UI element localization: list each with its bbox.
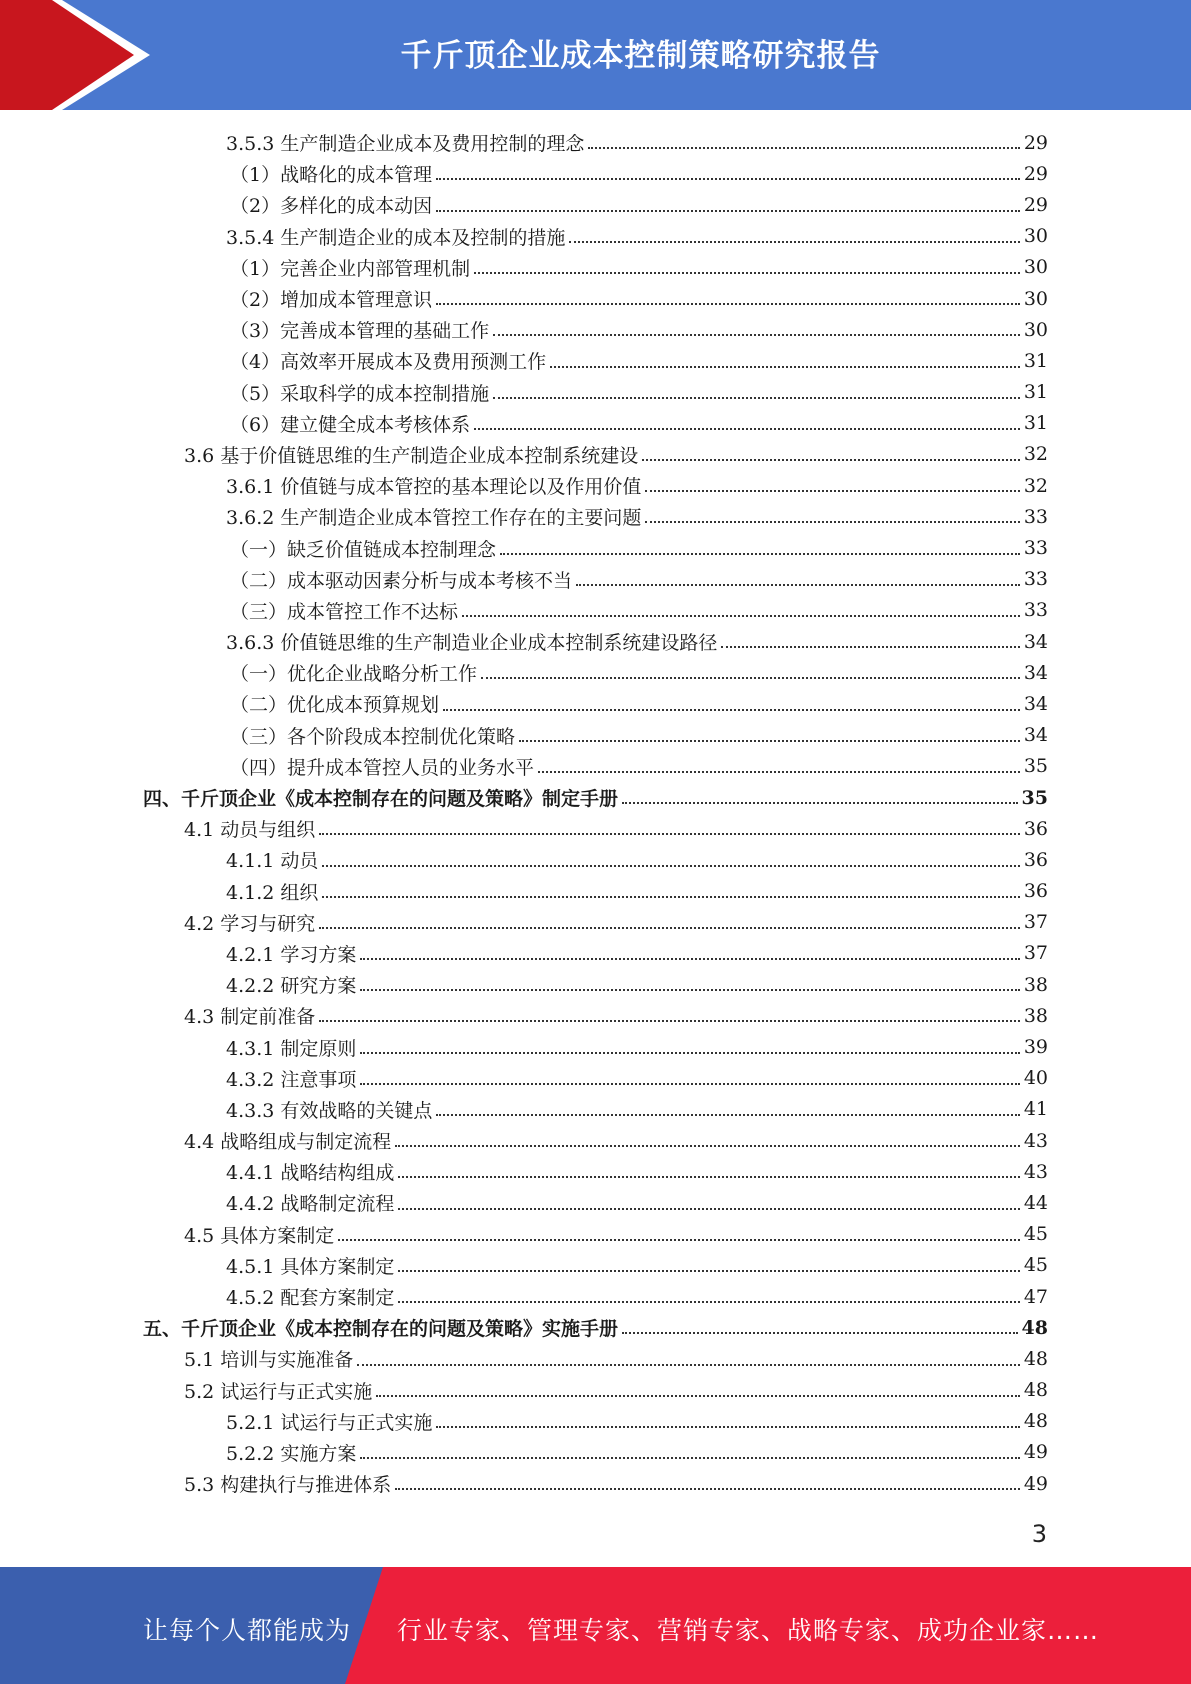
- toc-entry-label: 五、千斤顶企业《成本控制存在的问题及策略》实施手册: [143, 1314, 620, 1341]
- toc-entry-label: 5.2.1 试运行与正式实施: [226, 1408, 434, 1435]
- toc-dot-leader: [322, 896, 1019, 898]
- toc-entry-label: 3.5.4 生产制造企业的成本及控制的措施: [226, 223, 567, 250]
- toc-entry-label: 5.2 试运行与正式实施: [184, 1377, 374, 1404]
- toc-dot-leader: [569, 241, 1019, 243]
- toc-entry-label: （2）多样化的成本动因: [230, 191, 434, 218]
- toc-entry-label: （一）优化企业战略分析工作: [230, 659, 479, 686]
- toc-entry-page: 32: [1023, 443, 1048, 466]
- toc-dot-leader: [436, 210, 1020, 212]
- toc-dot-leader: [436, 178, 1020, 180]
- toc-dot-leader: [642, 459, 1020, 461]
- toc-dot-leader: [474, 428, 1020, 430]
- toc-entry-label: 4.1.2 组织: [226, 878, 320, 905]
- toc-entry-label: （6）建立健全成本考核体系: [230, 410, 472, 437]
- toc-entry[interactable]: [0, 1187, 1048, 1218]
- toc-dot-leader: [538, 771, 1020, 773]
- toc-entry[interactable]: [0, 938, 1048, 969]
- toc-entry[interactable]: [0, 1375, 1048, 1406]
- footer-slogan: 让每个人都能成为: [143, 1616, 352, 1645]
- toc-entry-page: 32: [1023, 474, 1048, 497]
- toc-entry-page: 33: [1023, 505, 1048, 528]
- toc-entry-page: 49: [1023, 1472, 1048, 1495]
- toc-entry[interactable]: [0, 564, 1048, 595]
- toc-dot-leader: [319, 1020, 1020, 1022]
- toc-dot-leader: [357, 1364, 1020, 1366]
- toc-entry[interactable]: [0, 907, 1048, 938]
- toc-entry-page: 33: [1023, 568, 1048, 591]
- toc-entry[interactable]: [0, 844, 1048, 875]
- toc-dot-leader: [398, 1301, 1019, 1303]
- toc-entry-label: 4.3.1 制定原则: [226, 1034, 358, 1061]
- toc-entry[interactable]: [0, 1031, 1048, 1062]
- toc-entry[interactable]: [0, 720, 1048, 751]
- toc-dot-leader: [519, 740, 1020, 742]
- toc-entry-label: 4.2 学习与研究: [184, 909, 317, 936]
- toc-entry[interactable]: [0, 345, 1048, 376]
- toc-entry-page: 38: [1023, 1004, 1048, 1027]
- footer-roles: 行业专家、管理专家、营销专家、战略专家、成功企业家……: [397, 1616, 1100, 1645]
- toc-entry[interactable]: [0, 1000, 1048, 1031]
- toc-entry-label: 4.4 战略组成与制定流程: [184, 1127, 393, 1154]
- toc-entry[interactable]: [0, 595, 1048, 626]
- toc-entry-label: 4.2.1 学习方案: [226, 940, 358, 967]
- toc-entry-page: 44: [1023, 1191, 1048, 1214]
- toc-entry-label: 4.5.2 配套方案制定: [226, 1283, 396, 1310]
- toc-entry-page: 48: [1021, 1316, 1048, 1339]
- toc-entry-label: 3.6.3 价值链思维的生产制造业企业成本控制系统建设路径: [226, 628, 719, 655]
- toc-entry-page: 49: [1023, 1441, 1048, 1464]
- toc-entry-label: （4）高效率开展成本及费用预测工作: [230, 347, 548, 374]
- toc-entry-label: 4.1.1 动员: [226, 846, 320, 873]
- toc-entry-page: 48: [1023, 1379, 1048, 1402]
- toc-entry[interactable]: [0, 626, 1048, 657]
- toc-entry-page: 43: [1023, 1160, 1048, 1183]
- toc-entry[interactable]: [0, 1250, 1048, 1281]
- toc-entry-page: 29: [1023, 162, 1048, 185]
- toc-entry[interactable]: [0, 1281, 1048, 1312]
- toc-dot-leader: [576, 584, 1020, 586]
- toc-entry[interactable]: [0, 813, 1048, 844]
- toc-entry-label: 3.5.3 生产制造企业成本及费用控制的理念: [226, 129, 586, 156]
- toc-dot-leader: [319, 927, 1020, 929]
- toc-dot-leader: [436, 1114, 1019, 1116]
- toc-dot-leader: [360, 1083, 1019, 1085]
- toc-entry[interactable]: [0, 408, 1048, 439]
- toc-entry[interactable]: [0, 1219, 1048, 1250]
- toc-entry-label: （四）提升成本管控人员的业务水平: [230, 753, 536, 780]
- toc-entry[interactable]: [0, 470, 1048, 501]
- toc-entry-page: 39: [1023, 1036, 1048, 1059]
- toc-dot-leader: [493, 334, 1020, 336]
- toc-entry-label: 4.4.1 战略结构组成: [226, 1158, 396, 1185]
- toc-dot-leader: [322, 865, 1019, 867]
- toc-entry-page: 47: [1023, 1285, 1048, 1308]
- page-number: 3: [1031, 1520, 1047, 1548]
- toc-entry[interactable]: [0, 252, 1048, 283]
- toc-entry-label: （三）各个阶段成本控制优化策略: [230, 722, 517, 749]
- toc-entry-page: 36: [1023, 880, 1048, 903]
- toc-entry-label: 5.3 构建执行与推进体系: [184, 1470, 393, 1497]
- toc-dot-leader: [360, 958, 1019, 960]
- toc-dot-leader: [398, 1208, 1019, 1210]
- toc-entry-page: 30: [1023, 318, 1048, 341]
- toc-entry-label: （3）完善成本管理的基础工作: [230, 316, 491, 343]
- toc-entry[interactable]: [0, 1094, 1048, 1125]
- toc-entry-label: 4.4.2 战略制定流程: [226, 1189, 396, 1216]
- toc-entry-label: （一）缺乏价值链成本控制理念: [230, 535, 498, 562]
- toc-entry-page: 40: [1023, 1067, 1048, 1090]
- toc-dot-leader: [474, 272, 1020, 274]
- toc-entry-label: 4.5.1 具体方案制定: [226, 1252, 396, 1279]
- toc-entry[interactable]: [0, 876, 1048, 907]
- toc-dot-leader: [398, 1176, 1019, 1178]
- toc-entry[interactable]: [0, 158, 1048, 189]
- toc-entry[interactable]: [0, 1343, 1048, 1374]
- toc-dot-leader: [500, 553, 1020, 555]
- toc-entry[interactable]: [0, 1063, 1048, 1094]
- toc-dot-leader: [588, 147, 1019, 149]
- toc-entry-label: 4.5 具体方案制定: [184, 1221, 336, 1248]
- toc-entry-label: 5.1 培训与实施准备: [184, 1345, 355, 1372]
- toc-entry[interactable]: [0, 657, 1048, 688]
- toc-dot-leader: [436, 303, 1020, 305]
- toc-dot-leader: [622, 802, 1018, 804]
- toc-entry-label: 4.3 制定前准备: [184, 1002, 317, 1029]
- toc-entry-page: 31: [1023, 349, 1048, 372]
- toc-entry[interactable]: [0, 1125, 1048, 1156]
- toc-entry-label: （1）完善企业内部管理机制: [230, 254, 472, 281]
- toc-entry-label: 4.1 动员与组织: [184, 815, 317, 842]
- toc-dot-leader: [481, 677, 1020, 679]
- toc-dot-leader: [319, 833, 1020, 835]
- toc-entry[interactable]: [0, 688, 1048, 719]
- toc-entry-label: （1）战略化的成本管理: [230, 160, 434, 187]
- toc-dot-leader: [436, 1426, 1019, 1428]
- toc-entry-page: 37: [1023, 911, 1048, 934]
- toc-entry-label: 四、千斤顶企业《成本控制存在的问题及策略》制定手册: [143, 784, 620, 811]
- page-header: [0, 0, 1191, 110]
- toc-entry[interactable]: [0, 751, 1048, 782]
- toc-entry-page: 31: [1023, 381, 1048, 404]
- toc-entry[interactable]: [0, 221, 1048, 252]
- toc-dot-leader: [550, 366, 1020, 368]
- toc-entry-page: 48: [1023, 1410, 1048, 1433]
- toc-entry-page: 31: [1023, 412, 1048, 435]
- toc-entry[interactable]: [0, 532, 1048, 563]
- toc-entry[interactable]: [0, 501, 1048, 532]
- document-title: 千斤顶企业成本控制策略研究报告: [400, 38, 881, 74]
- toc-entry-label: 5.2.2 实施方案: [226, 1439, 358, 1466]
- page-footer: [0, 1567, 1191, 1684]
- toc-entry-page: 45: [1023, 1223, 1048, 1246]
- toc-entry[interactable]: [0, 439, 1048, 470]
- toc-entry-page: 41: [1023, 1098, 1048, 1121]
- toc-entry-page: 38: [1023, 973, 1048, 996]
- toc-entry-label: （二）优化成本预算规划: [230, 690, 441, 717]
- toc-dot-leader: [395, 1488, 1020, 1490]
- toc-entry[interactable]: [0, 782, 1048, 813]
- toc-entry[interactable]: [0, 283, 1048, 314]
- toc-dot-leader: [338, 1239, 1020, 1241]
- toc-entry-page: 29: [1023, 131, 1048, 154]
- toc-entry[interactable]: [0, 1156, 1048, 1187]
- toc-entry-page: 29: [1023, 193, 1048, 216]
- toc-dot-leader: [622, 1332, 1018, 1334]
- toc-dot-leader: [721, 646, 1019, 648]
- toc-dot-leader: [376, 1395, 1020, 1397]
- toc-entry-page: 48: [1023, 1347, 1048, 1370]
- toc-dot-leader: [462, 615, 1020, 617]
- toc-entry[interactable]: [0, 1437, 1048, 1468]
- toc-dot-leader: [398, 1270, 1019, 1272]
- toc-entry-label: 4.3.3 有效战略的关键点: [226, 1096, 434, 1123]
- toc-entry-label: （二）成本驱动因素分析与成本考核不当: [230, 566, 574, 593]
- toc-entry-page: 30: [1023, 256, 1048, 279]
- toc-entry-label: （5）采取科学的成本控制措施: [230, 379, 491, 406]
- toc-entry-label: 3.6.2 生产制造企业成本管控工作存在的主要问题: [226, 503, 643, 530]
- toc-entry-page: 34: [1023, 661, 1048, 684]
- toc-entry-page: 36: [1023, 848, 1048, 871]
- toc-entry-label: 4.3.2 注意事项: [226, 1065, 358, 1092]
- toc-dot-leader: [443, 709, 1020, 711]
- toc-entry-page: 30: [1023, 225, 1048, 248]
- toc-dot-leader: [395, 1145, 1020, 1147]
- toc-entry-page: 35: [1023, 755, 1048, 778]
- toc-entry-page: 34: [1023, 724, 1048, 747]
- toc-entry-page: 34: [1023, 692, 1048, 715]
- toc-entry-page: 35: [1021, 786, 1048, 809]
- toc-entry-page: 34: [1023, 630, 1048, 653]
- toc-entry-page: 30: [1023, 287, 1048, 310]
- toc-entry-page: 43: [1023, 1129, 1048, 1152]
- toc-dot-leader: [360, 1052, 1019, 1054]
- toc-entry[interactable]: [0, 127, 1048, 158]
- toc-entry-label: 3.6.1 价值链与成本管控的基本理论以及作用价值: [226, 472, 643, 499]
- toc-entry[interactable]: [0, 1468, 1048, 1499]
- toc-entry-page: 37: [1023, 942, 1048, 965]
- toc-entry[interactable]: [0, 1312, 1048, 1343]
- toc-entry-label: 3.6 基于价值链思维的生产制造企业成本控制系统建设: [184, 441, 640, 468]
- toc-entry-label: 4.2.2 研究方案: [226, 971, 358, 998]
- toc-entry[interactable]: [0, 377, 1048, 408]
- toc-dot-leader: [360, 1457, 1019, 1459]
- toc-dot-leader: [645, 521, 1019, 523]
- toc-entry-page: 45: [1023, 1254, 1048, 1277]
- table-of-contents: [0, 127, 1191, 1499]
- toc-entry[interactable]: [0, 189, 1048, 220]
- toc-entry[interactable]: [0, 314, 1048, 345]
- toc-entry[interactable]: [0, 969, 1048, 1000]
- toc-dot-leader: [645, 490, 1019, 492]
- toc-dot-leader: [360, 989, 1019, 991]
- toc-entry[interactable]: [0, 1406, 1048, 1437]
- toc-dot-leader: [493, 397, 1020, 399]
- toc-entry-page: 33: [1023, 537, 1048, 560]
- toc-entry-label: （2）增加成本管理意识: [230, 285, 434, 312]
- toc-entry-page: 36: [1023, 817, 1048, 840]
- toc-entry-label: （三）成本管控工作不达标: [230, 597, 460, 624]
- toc-entry-page: 33: [1023, 599, 1048, 622]
